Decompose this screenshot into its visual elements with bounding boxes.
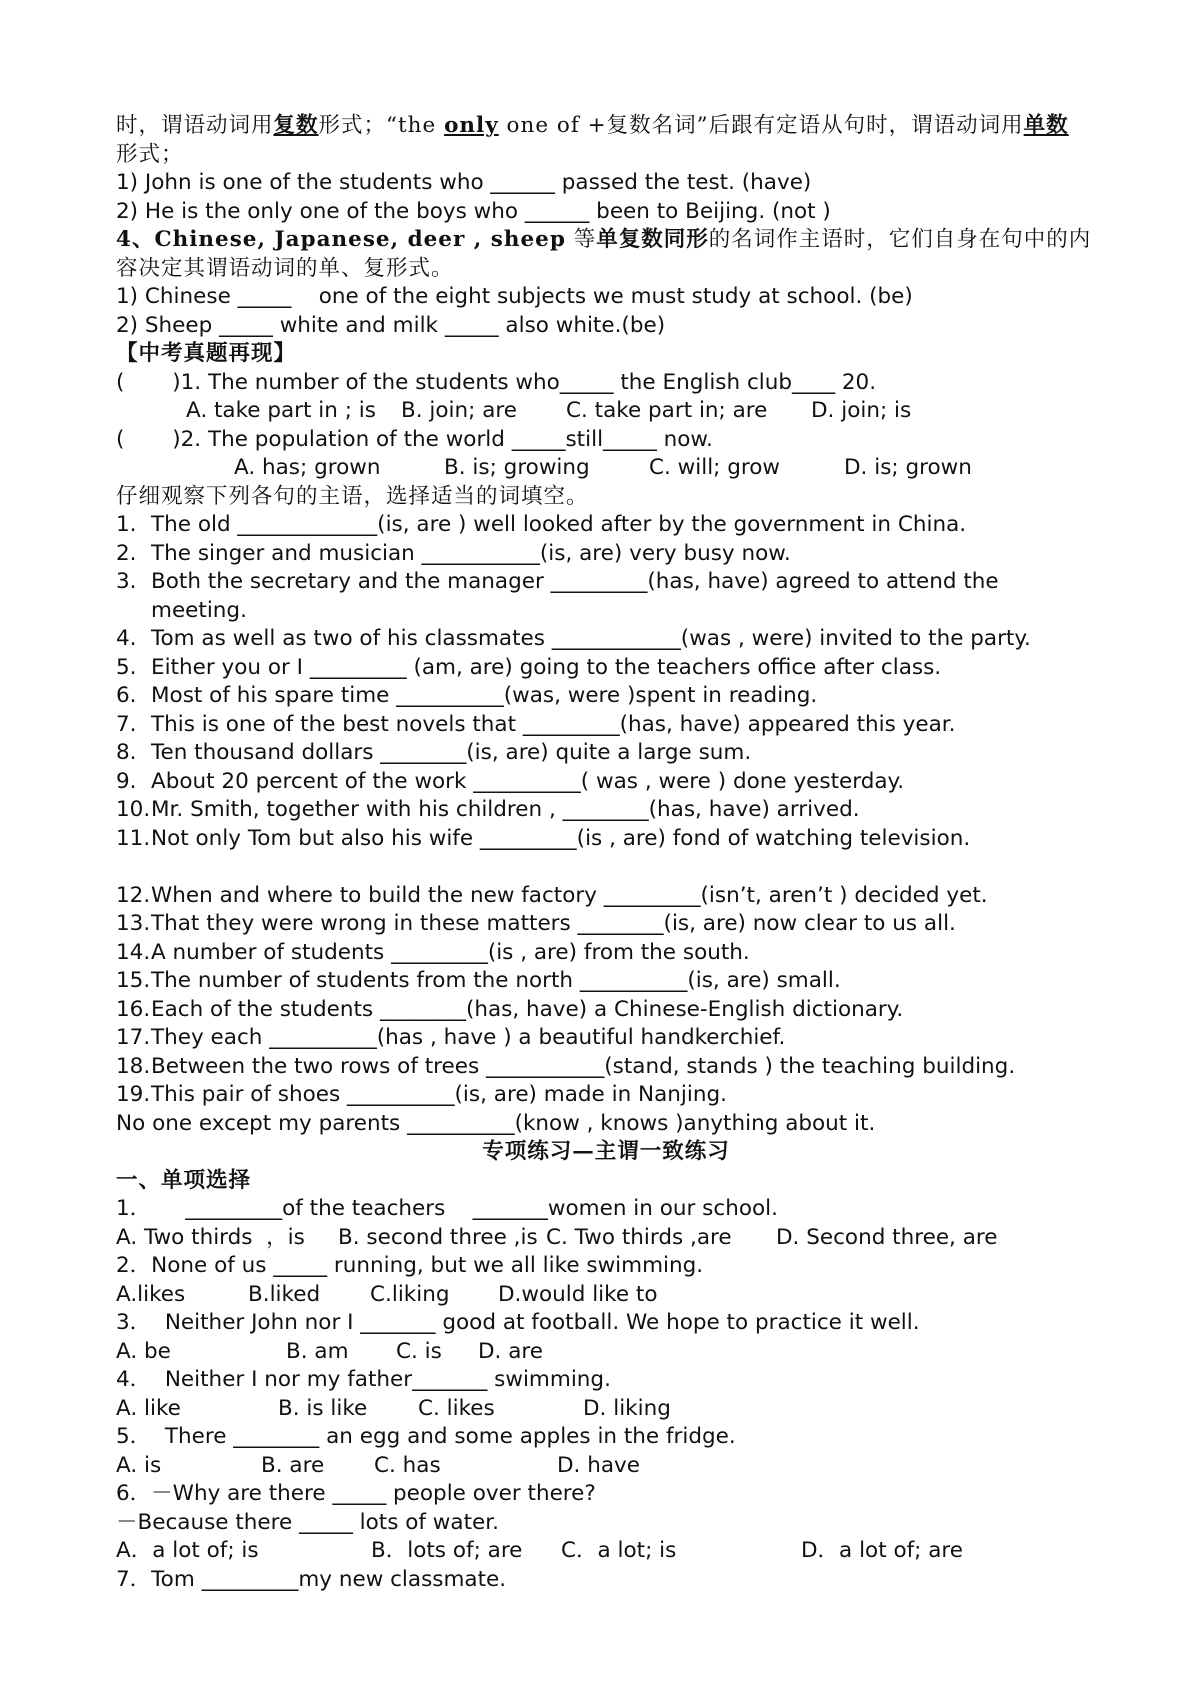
option-c: C.liking bbox=[370, 1281, 450, 1307]
rule4-emphasis: 单复数同形 bbox=[596, 227, 709, 252]
spacer bbox=[116, 853, 1096, 882]
fill-item-text: They each __________(has , have ) a beautiful handkerchief. bbox=[151, 1025, 786, 1050]
option-a: A. has; grown bbox=[234, 455, 381, 480]
option-d: D.would like to bbox=[498, 1281, 658, 1307]
fill-item bbox=[116, 910, 1096, 939]
option-d: D. is; grown bbox=[844, 455, 972, 480]
mc-question-3: 3． Neither John nor I _______ good at football. We hope to practice it well. bbox=[116, 1310, 920, 1335]
fill-item-number: 1. bbox=[116, 512, 137, 537]
fill-item-number: 15. bbox=[116, 968, 151, 993]
fill-item-text: A number of students _________(is , are) from the south. bbox=[151, 939, 750, 965]
intro-text: one of +复数名词”后跟有定语从句时，谓语动词用 bbox=[498, 113, 1024, 138]
fill-item bbox=[116, 825, 1096, 854]
fill-item bbox=[116, 939, 1096, 968]
fill-item bbox=[116, 654, 1096, 683]
fill-item-number: 19. bbox=[116, 1082, 151, 1107]
fill-item bbox=[116, 1024, 1096, 1053]
option-b: B. am bbox=[286, 1338, 349, 1364]
intro-question-2: 2) He is the only one of the boys who ______ been to Beijing. (not ) bbox=[116, 198, 831, 224]
option-a: A. Two thirds ，is bbox=[116, 1224, 305, 1250]
option-a: A. take part in ; is bbox=[186, 398, 376, 423]
option-a: A. be bbox=[116, 1338, 171, 1364]
practice-title: 专项练习—主谓一致练习 bbox=[482, 1139, 730, 1164]
mc-q3-options bbox=[116, 1338, 1096, 1367]
rule4-line-2: 容决定其谓语动词的单、复形式。 bbox=[116, 255, 454, 281]
fill-item-text: Between the two rows of trees ___________(stand, stands ) the teaching building. bbox=[151, 1053, 1016, 1079]
intro-line-1 bbox=[116, 112, 1096, 141]
option-a: A.likes bbox=[116, 1281, 186, 1307]
mc-question-6: 6．－Why are there _____ people over there? bbox=[116, 1481, 596, 1506]
option-a: A. like bbox=[116, 1395, 181, 1421]
fill-item-number: 17. bbox=[116, 1025, 151, 1050]
exam-question-1: ( )1. The number of the students who_____ the English club____ 20. bbox=[116, 369, 877, 395]
fill-item-text: Both the secretary and the manager _________(has, have) agreed to attend the meeting. bbox=[151, 569, 1006, 623]
mc-q6-options bbox=[116, 1537, 1096, 1566]
mc-q2-options bbox=[116, 1281, 1096, 1310]
mc-question-7: 7．Tom _________my new classmate. bbox=[116, 1566, 507, 1592]
fill-item-text: This is one of the best novels that _________(has, have) appeared this year. bbox=[151, 711, 956, 737]
option-d: D. liking bbox=[583, 1395, 671, 1421]
fill-item-number: 16. bbox=[116, 996, 151, 1022]
option-b: B. are bbox=[261, 1452, 325, 1478]
mc-question-1: 1． _________of the teachers _______women in our school. bbox=[116, 1196, 778, 1221]
intro-emphasis-plural: 复数 bbox=[273, 113, 319, 138]
fill-item bbox=[116, 882, 1096, 911]
option-d: D．a lot of; are bbox=[801, 1538, 964, 1563]
intro-line-2: 形式； bbox=[116, 141, 184, 167]
rule4-nouns: Chinese, Japanese, deer , sheep bbox=[154, 227, 566, 252]
fill-item-text: Mr. Smith, together with his children , ________(has, have) arrived. bbox=[151, 797, 860, 822]
fill-item bbox=[116, 711, 1096, 740]
intro-emphasis-only: only bbox=[444, 113, 499, 138]
fill-item-text: When and where to build the new factory _________(isn’t, aren’t ) decided yet. bbox=[151, 882, 988, 908]
fill-item bbox=[116, 768, 1096, 797]
mc-q4-options bbox=[116, 1395, 1096, 1424]
fill-item bbox=[116, 511, 1096, 540]
intro-text: 形式；“the bbox=[318, 113, 445, 138]
option-c: C. likes bbox=[418, 1395, 495, 1421]
option-b: B. join; are bbox=[401, 398, 517, 423]
fill-item-number: 12. bbox=[116, 882, 151, 908]
fill-item bbox=[116, 739, 1096, 768]
fill-item-text: That they were wrong in these matters ________(is, are) now clear to us all. bbox=[151, 911, 956, 936]
fill-item-number: 9. bbox=[116, 768, 137, 794]
exam-q1-options bbox=[116, 397, 1096, 426]
fill-list bbox=[116, 511, 1096, 853]
rule4-line-1 bbox=[116, 226, 1096, 255]
fill-item-text: Each of the students ________(has, have) a Chinese-English dictionary. bbox=[151, 996, 904, 1022]
fill-item bbox=[116, 1053, 1096, 1082]
fill-item-number: 2. bbox=[116, 540, 137, 566]
option-d: D. join; is bbox=[811, 398, 912, 423]
intro-text: 时，谓语动词用 bbox=[116, 113, 274, 138]
mc-q1-options bbox=[116, 1224, 1096, 1253]
fill-item-text: Not only Tom but also his wife _________(is , are) fond of watching television. bbox=[151, 825, 971, 851]
fill-item bbox=[116, 996, 1096, 1025]
rule4-prefix: 4、 bbox=[116, 227, 155, 252]
fill-item-number: 3. bbox=[116, 569, 137, 594]
option-a: A. is bbox=[116, 1452, 162, 1478]
fill-item-text: The old _____________(is, are ) well looked after by the government in China. bbox=[151, 512, 967, 537]
fill-item-text: Tom as well as two of his classmates ____________(was , were) invited to the party. bbox=[151, 626, 1031, 651]
mc-question-5: 5． There ________ an egg and some apples in the fridge. bbox=[116, 1424, 736, 1449]
option-b: B. is like bbox=[278, 1395, 368, 1421]
mc-q5-options bbox=[116, 1452, 1096, 1481]
fill-item-number: 4. bbox=[116, 626, 137, 651]
option-d: D. are bbox=[478, 1338, 543, 1364]
mc-question-4: 4． Neither I nor my father_______ swimming. bbox=[116, 1367, 611, 1392]
option-b: B.liked bbox=[248, 1281, 321, 1307]
option-b: B. second three ,is bbox=[338, 1224, 538, 1250]
option-c: C. is bbox=[396, 1338, 442, 1364]
fill-item-number: 7. bbox=[116, 711, 137, 737]
option-a: A．a lot of; is bbox=[116, 1538, 259, 1563]
option-c: C．a lot; is bbox=[561, 1538, 677, 1563]
option-d: D. have bbox=[557, 1452, 640, 1478]
option-c: C. has bbox=[374, 1452, 441, 1478]
fill-item-text: The singer and musician ___________(is, are) very busy now. bbox=[151, 540, 791, 566]
fill-item-number: 18. bbox=[116, 1053, 151, 1079]
intro-question-1: 1) John is one of the students who ______ passed the test. (have) bbox=[116, 170, 812, 195]
fill-item bbox=[116, 967, 1096, 996]
fill-item bbox=[116, 540, 1096, 569]
fill-item bbox=[116, 625, 1096, 654]
fill-item-number: 10. bbox=[116, 797, 151, 822]
exam-heading: 【中考真题再现】 bbox=[116, 341, 297, 366]
exam-question-2: ( )2. The population of the world _____still_____ now. bbox=[116, 426, 713, 452]
practice-section: 一、单项选择 bbox=[116, 1167, 252, 1193]
fill-item-number: 13. bbox=[116, 911, 151, 936]
fill-item-text: Either you or I _________ (am, are) going to the teachers office after class. bbox=[151, 654, 942, 680]
fill-item-number: 6. bbox=[116, 683, 137, 708]
mc-question-6-response: －Because there _____ lots of water. bbox=[116, 1509, 499, 1535]
fill-item bbox=[116, 1081, 1096, 1110]
fill-item-text: This pair of shoes __________(is, are) made in Nanjing. bbox=[151, 1082, 727, 1107]
fill-item-text: Most of his spare time __________(was, were )spent in reading. bbox=[151, 683, 818, 708]
fill-item bbox=[116, 796, 1096, 825]
fill-item-number: 14. bbox=[116, 939, 151, 965]
exam-q2-options bbox=[116, 454, 1096, 483]
fill-item bbox=[116, 568, 1096, 625]
fill-item bbox=[116, 682, 1096, 711]
fill-item-text: Ten thousand dollars ________(is, are) quite a large sum. bbox=[151, 740, 752, 765]
mc-question-2: 2．None of us _____ running, but we all like swimming. bbox=[116, 1253, 704, 1278]
rule4-text: 等 bbox=[565, 227, 597, 252]
option-c: C. will; grow bbox=[649, 455, 781, 480]
rule4-question-1: 1) Chinese _____ one of the eight subjects we must study at school. (be) bbox=[116, 284, 913, 309]
fill-last-item: No one except my parents __________(know , knows )anything about it. bbox=[116, 1110, 876, 1136]
option-c: C. take part in; are bbox=[566, 398, 768, 423]
fill-item-number: 5. bbox=[116, 654, 137, 680]
intro-emphasis-singular: 单数 bbox=[1023, 113, 1069, 138]
fill-item-text: About 20 percent of the work __________( was , were ) done yesterday. bbox=[151, 768, 905, 794]
fill-item-number: 11. bbox=[116, 825, 151, 851]
worksheet-page bbox=[116, 112, 1096, 1594]
option-b: B. is; growing bbox=[444, 455, 590, 480]
option-d: D. Second three, are bbox=[776, 1224, 998, 1250]
fill-heading: 仔细观察下列各句的主语，选择适当的词填空。 bbox=[116, 483, 589, 509]
fill-list-continued bbox=[116, 882, 1096, 1110]
option-c: C. Two thirds ,are bbox=[546, 1224, 732, 1250]
fill-item-number: 8. bbox=[116, 740, 137, 765]
rule4-question-2: 2) Sheep _____ white and milk _____ also white.(be) bbox=[116, 312, 666, 338]
rule4-text: 的名词作主语时，它们自身在句中的内 bbox=[708, 227, 1092, 252]
option-b: B．lots of; are bbox=[371, 1538, 523, 1563]
fill-item-text: The number of students from the north __________(is, are) small. bbox=[151, 968, 841, 993]
